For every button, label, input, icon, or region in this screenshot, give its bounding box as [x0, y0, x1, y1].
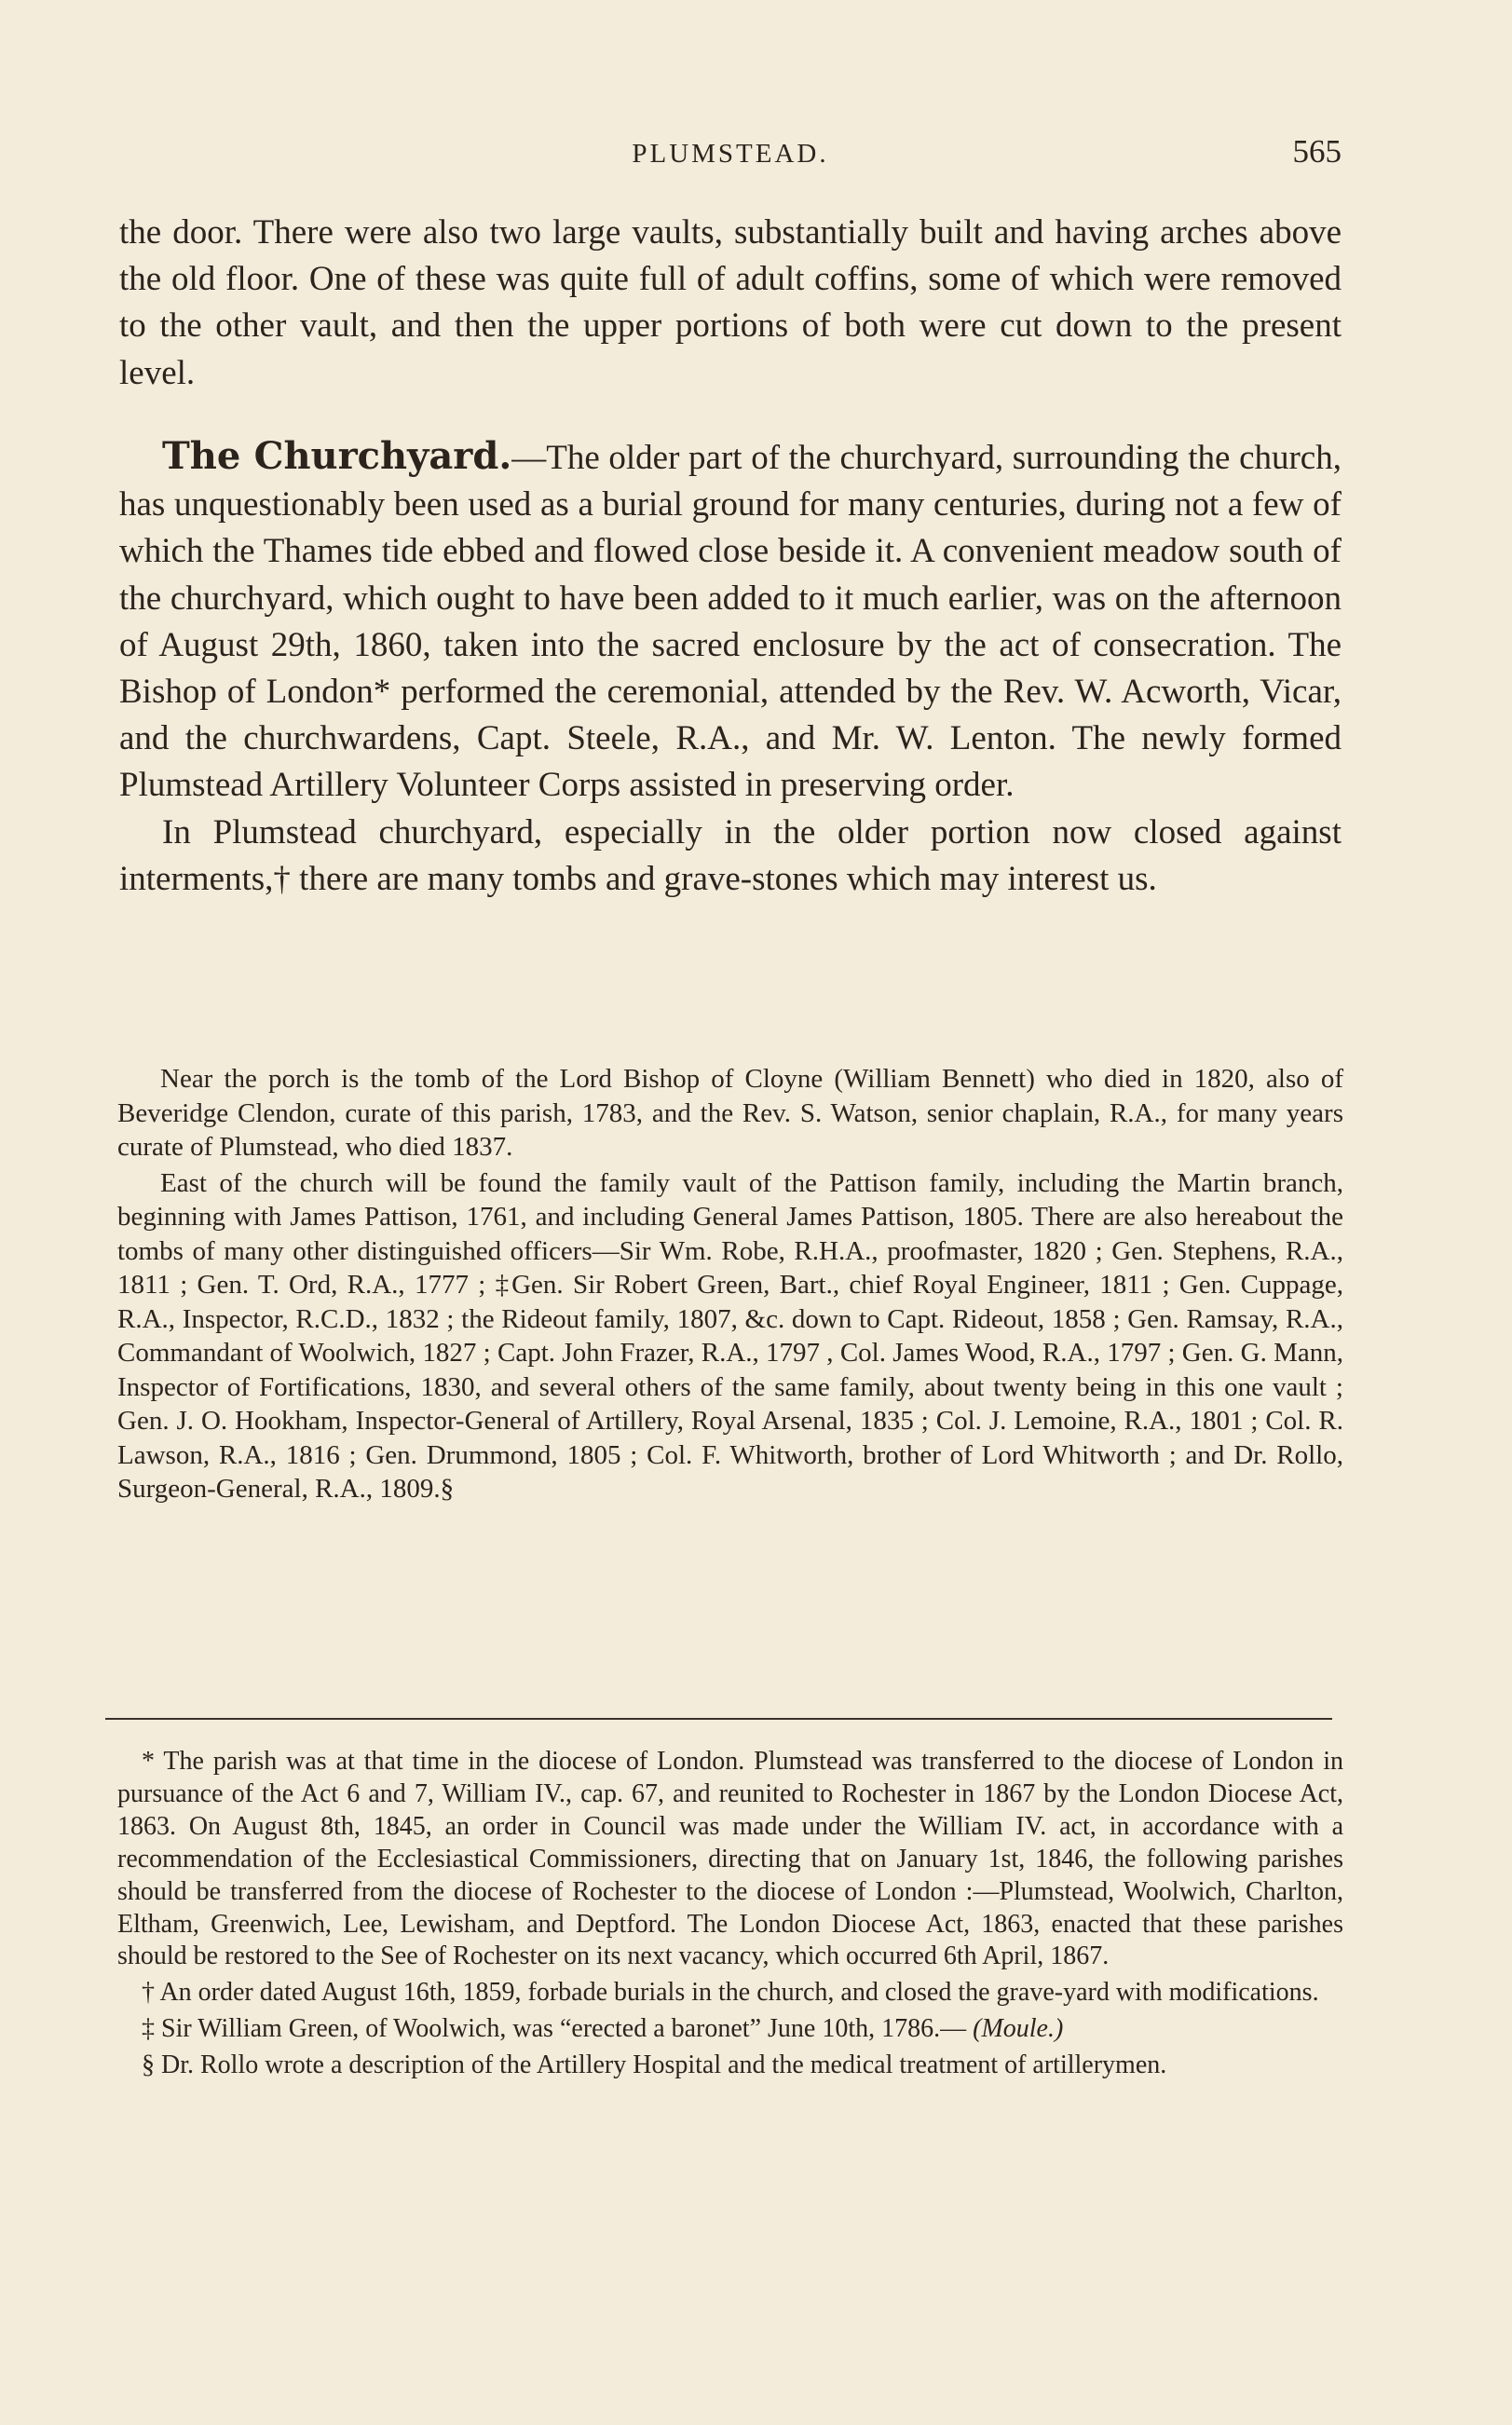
footnote-section: § Dr. Rollo wrote a description of the Artillery Hospital and the medical treatment of artillerymen.: [142, 2050, 1167, 2080]
footnotes: [117, 1746, 1343, 2082]
footnote-star: * The parish was at that time in the diocese of London. Plumstead was transferred to the diocese of London in pursuance of the Act 6 and 7, William IV., cap. 67, and reunited to Rochester in 1867 by the London Diocese Act, 1863. On August 8th, 1845, an order in Council was made under the William IV. act, in accordance with a recommendation of the Ecclesiastical Commissioners, directing that on January 1st, 1846, the following parishes should be transferred from the diocese of Rochester to the diocese of London :—Plumstead, Woolwich, Charlton, Eltham, Greenwich, Lee, Lewisham, and Deptford. The London Diocese Act, 1863, enacted that these parishes should be restored to the See of Rochester on its next vacancy, which occurred 6th April, 1867.: [117, 1747, 1343, 1971]
footnote-double-dagger: [117, 2013, 1343, 2046]
running-title: PLUMSTEAD.: [632, 139, 829, 169]
footnote-double-dagger-text: ‡ Sir William Green, of Woolwich, was “erected a baronet” June 10th, 1786.—: [142, 2014, 967, 2044]
churchyard-paragraph-1-text: —The older part of the churchyard, surrounding the church, has unquestionably been used as a burial ground for many centuries, during not a few of which the Thames tide ebbed and flowed close beside it. A convenient meadow south of the churchyard, which ought to have been added to it much earlier, was on the afternoon of August 29th, 1860, taken into the sacred enclosure by the act of consecration. The Bishop of London* performed the ceremonial, attended by the Rev. W. Acworth, Vicar, and the churchwardens, Capt. Steele, R.A., and Mr. W. Lenton. The newly formed Plumstead Artillery Volunteer Corps assisted in preserving order.: [119, 439, 1342, 805]
small-print-paragraph-2: East of the church will be found the family vault of the Pattison family, including the Martin branch, beginning with James Pattison, 1761, and including General James Pattison, 1805. There are also hereabout the tombs of many other distinguished officers—Sir Wm. Robe, R.H.A., proofmaster, 1820 ; Gen. Stephens, R.A., 1811 ; Gen. T. Ord, R.A., 1777 ; ‡Gen. Sir Robert Green, Bart., chief Royal Engineer, 1811 ; Gen. Cuppage, R.A., Inspector, R.C.D., 1832 ; the Rideout family, 1807, &c. down to Capt. Rideout, 1858 ; Gen. Ramsay, R.A., Commandant of Woolwich, 1827 ; Capt. John Frazer, R.A., 1797 , Col. James Wood, R.A., 1797 ; Gen. G. Mann, Inspector of Fortifications, 1830, and several others of the same family, about twenty being in this one vault ; Gen. J. O. Hookham, Inspector-General of Artillery, Royal Arsenal, 1835 ; Col. J. Lemoine, R.A., 1801 ; Col. R. Lawson, R.A., 1816 ; Gen. Drummond, 1805 ; Col. F. Whitworth, brother of Lord Whitworth ; and Dr. Rollo, Surgeon-General, R.A., 1809.§: [117, 1167, 1343, 1504]
section-heading: The Churchyard.: [162, 434, 512, 478]
small-print-block: [117, 1062, 1343, 1506]
small-print-paragraph-1: Near the porch is the tomb of the Lord Bishop of Cloyne (William Bennett) who died in 1820, also of Beveridge Clendon, curate of this parish, 1783, and the Rev. S. Watson, senior chaplain, R.A., for many years curate of Plumstead, who died 1837.: [117, 1064, 1343, 1162]
opening-paragraph-block: [119, 210, 1342, 397]
footnote-divider: [105, 1718, 1332, 1720]
churchyard-section: [119, 433, 1342, 903]
churchyard-paragraph-1: [119, 433, 1342, 810]
churchyard-paragraph-2: In Plumstead churchyard, especially in the older portion now closed against interments,† there are many tombs and grave-stones which may interest us.: [119, 812, 1342, 898]
footnote-citation: (Moule.): [973, 2014, 1064, 2044]
opening-paragraph: the door. There were also two large vaults, substantially built and having arches above the old floor. One of these was quite full of adult coffins, some of which were removed to the other vault, and then the upper portions of both were cut down to the present level.: [119, 213, 1342, 392]
footnote-dagger: † An order dated August 16th, 1859, forbade burials in the church, and closed the grave-yard with modifications.: [142, 1978, 1319, 2008]
running-head: [119, 133, 1342, 180]
page-number: 565: [1292, 133, 1342, 170]
